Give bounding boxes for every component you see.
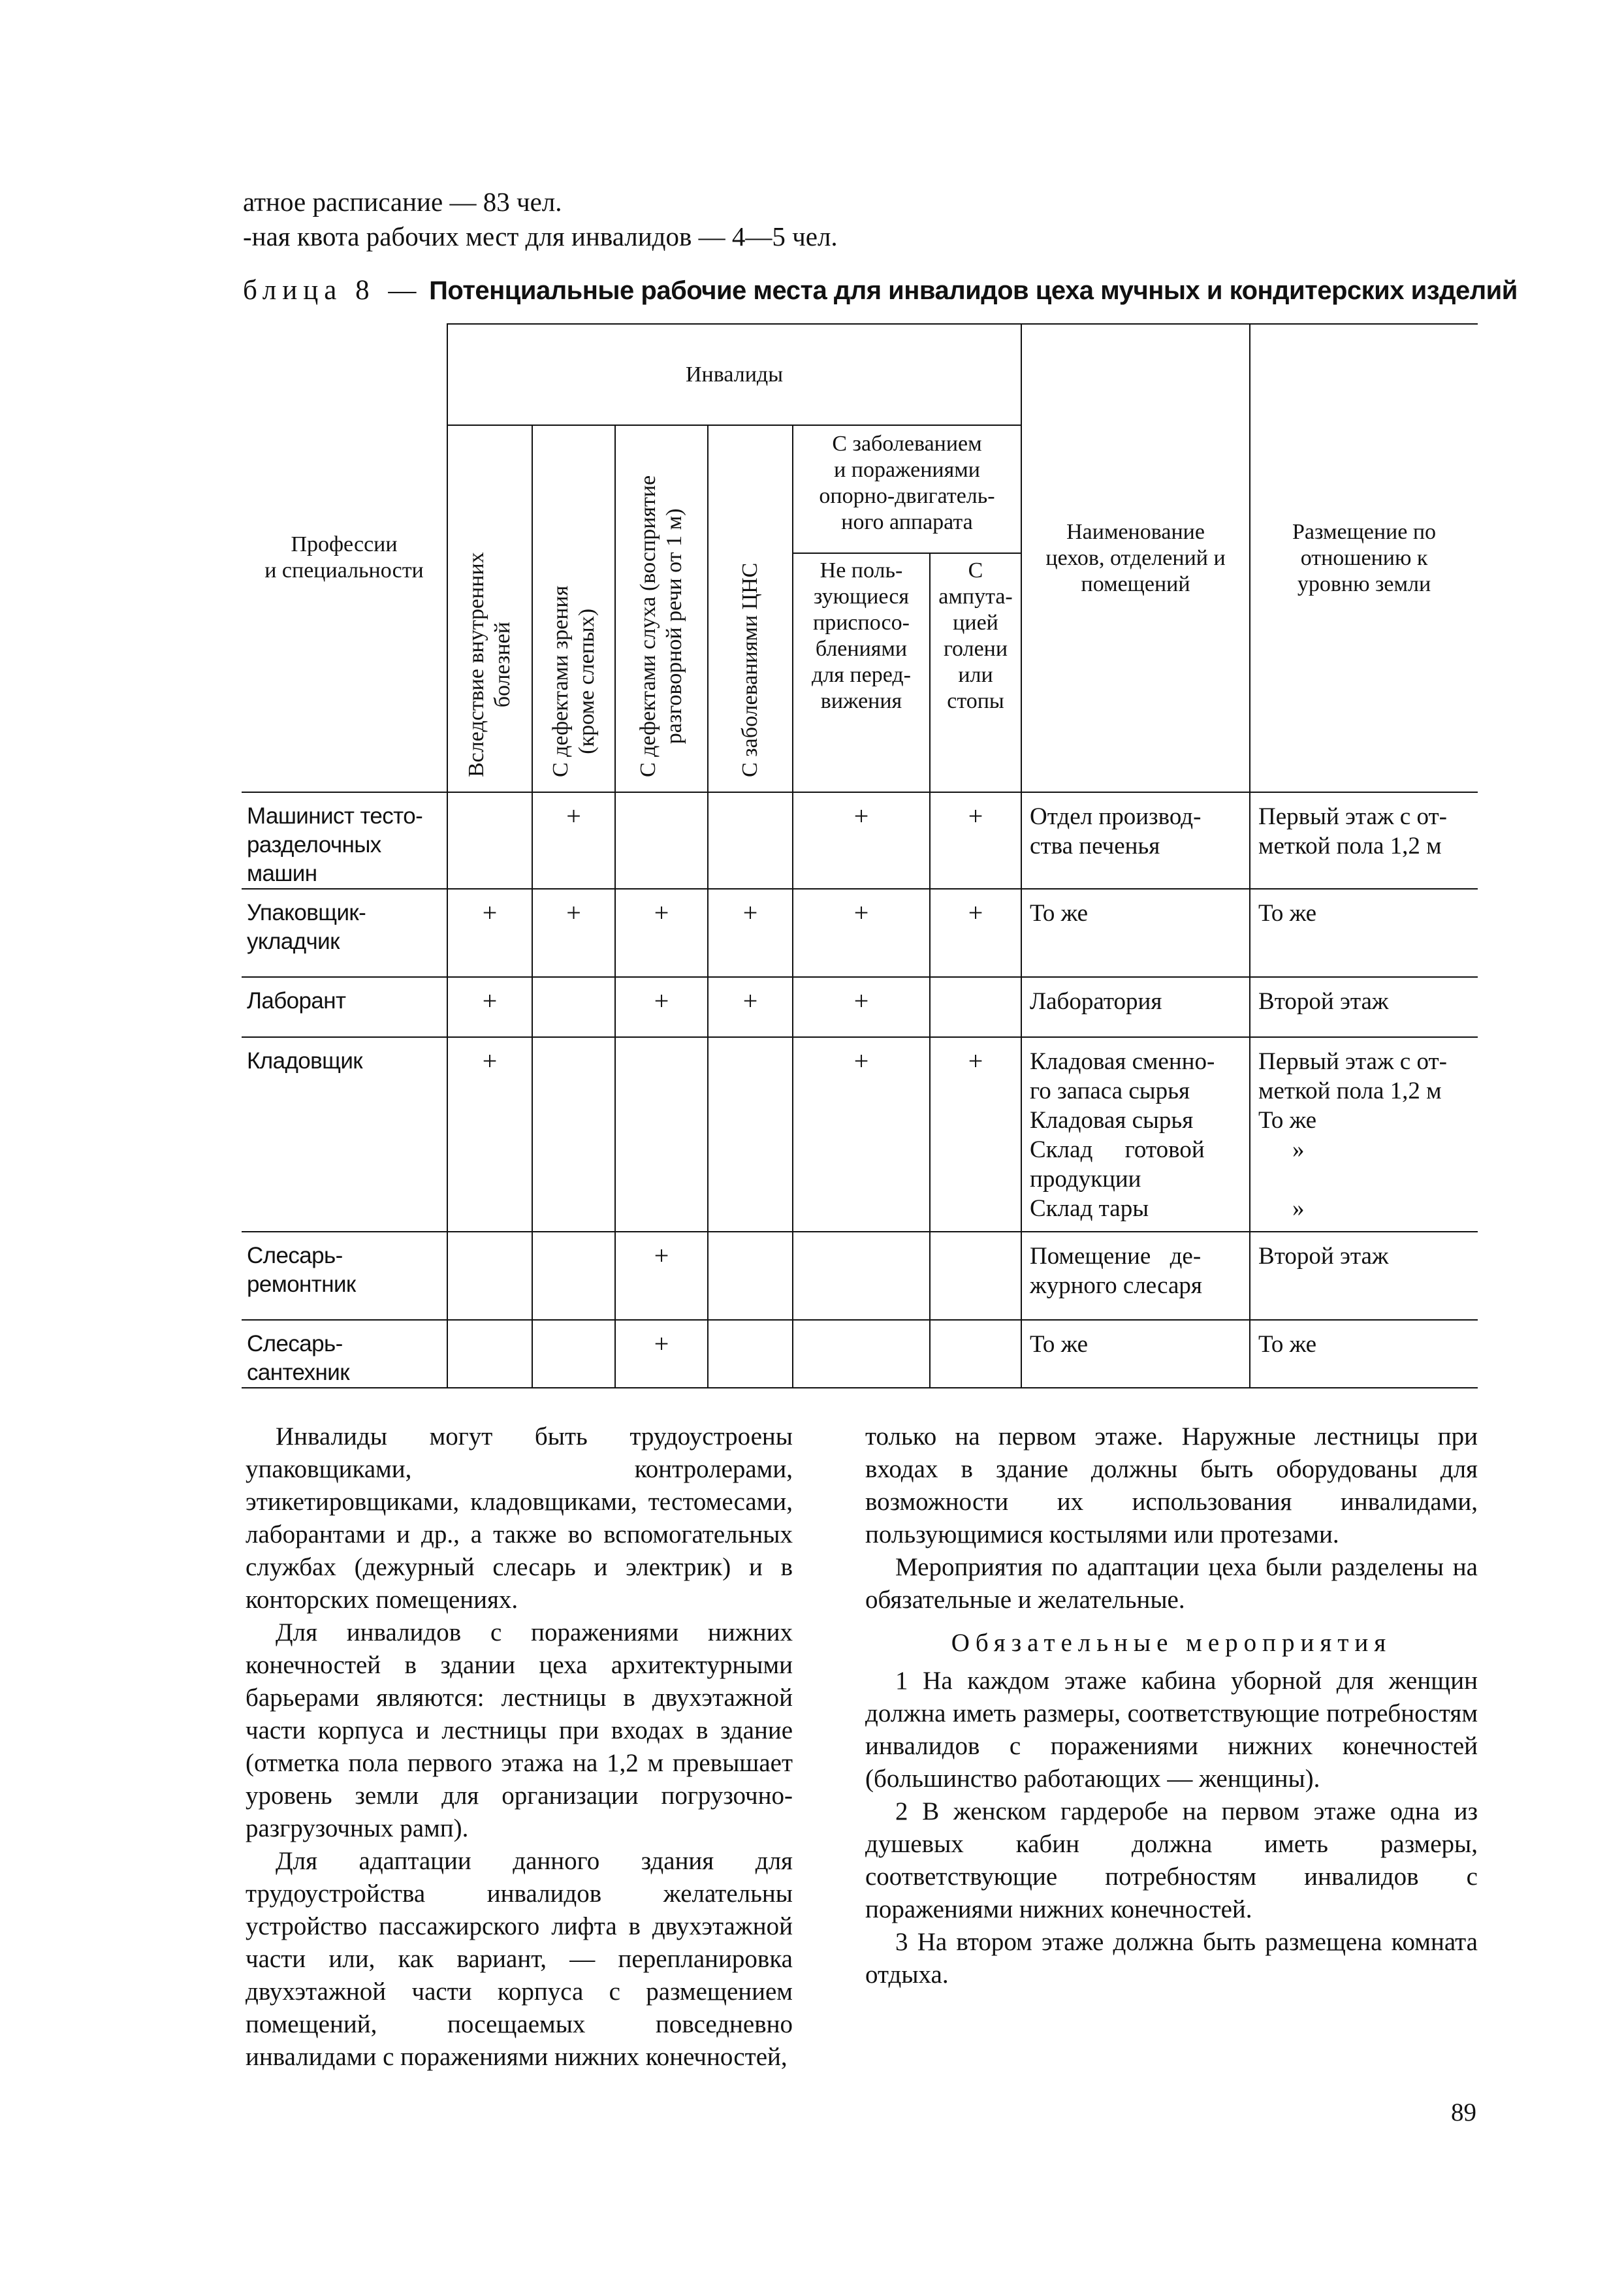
header-location-line-3: уровню земли <box>1297 571 1431 596</box>
location-cell <box>1250 1037 1478 1232</box>
table-caption <box>243 274 1518 306</box>
shop-cell <box>1021 1320 1250 1388</box>
profession-cell <box>242 792 447 889</box>
header-vision <box>532 425 615 792</box>
mark-cell <box>532 977 615 1037</box>
header-professions-line-2: и специальности <box>264 558 424 583</box>
mark-cell <box>793 1320 930 1388</box>
location-line: » <box>1292 1136 1305 1163</box>
location-cell <box>1250 889 1478 977</box>
profession-line: укладчик <box>247 929 340 954</box>
mark-cell <box>930 1232 1021 1320</box>
shop-cell <box>1021 1037 1250 1232</box>
mark-cell: + <box>615 1232 708 1320</box>
jobs-table <box>242 323 1478 1388</box>
list-item: 1 На каждом этаже кабина уборной для женщин должна иметь размеры, соответствующие потребностям инвалидов с поражениями нижних конечностей (большинство работающих — женщины). <box>865 1667 1478 1793</box>
header-amputation-line-1: С <box>968 558 983 583</box>
shop-line: го запаса сырья <box>1030 1078 1190 1104</box>
header-internal-line-2: болезней <box>490 622 515 708</box>
profession-cell <box>242 1320 447 1388</box>
mark-cell: + <box>447 889 532 977</box>
shop-line: Кладовая сырья <box>1030 1107 1194 1134</box>
header-internal-line-1: Вследствие внутренних <box>464 552 488 777</box>
location-line: Второй этаж <box>1258 988 1389 1015</box>
mark-cell: + <box>930 889 1021 977</box>
right-column <box>865 1420 1478 1991</box>
mark-cell: + <box>793 1037 930 1232</box>
profession-cell <box>242 1037 447 1232</box>
mark-cell <box>708 1232 793 1320</box>
header-shops-line-3: помещений <box>1081 571 1190 596</box>
table-caption-number: блица 8 — <box>243 275 422 306</box>
location-cell <box>1250 977 1478 1037</box>
location-line: меткой пола 1,2 м <box>1258 1078 1442 1104</box>
header-musculo-line-2: и поражениями <box>834 458 980 482</box>
mark-cell <box>615 792 708 889</box>
header-no-device-line-5: для перед- <box>812 662 911 687</box>
header-location-line-1: Размещение по <box>1292 519 1437 544</box>
location-cell <box>1250 1232 1478 1320</box>
header-professions <box>242 324 447 792</box>
shop-line: То же <box>1030 900 1089 927</box>
header-no-device-line-2: зующиеся <box>813 584 910 609</box>
table-row <box>242 1037 1478 1232</box>
intro-line-1: атное расписание — 83 чел. <box>243 187 562 217</box>
mark-cell <box>447 792 532 889</box>
header-musculo-line-1: С заболеванием <box>832 432 982 456</box>
header-no-device-line-3: приспосо- <box>813 610 910 635</box>
profession-cell <box>242 889 447 977</box>
mark-cell: + <box>447 1037 532 1232</box>
header-no-device <box>793 553 930 792</box>
mark-cell: + <box>930 792 1021 889</box>
mark-cell <box>708 1320 793 1388</box>
mark-cell: + <box>793 889 930 977</box>
mark-cell <box>793 1232 930 1320</box>
header-shops-line-2: цехов, отделений и <box>1045 545 1226 570</box>
shop-cell <box>1021 1232 1250 1320</box>
profession-line: Кладовщик <box>247 1048 363 1074</box>
mark-cell: + <box>447 977 532 1037</box>
location-line <box>1258 1164 1471 1194</box>
mark-cell: + <box>708 889 793 977</box>
paragraph: Инвалиды могут быть трудоустроены упаковщиками, контролерами, этикетировщиками, кладовщиками, тестомесами, лаборантами и др., а также во вспомогательных службах (дежурный слесарь и электрик) и в конторских помещениях. <box>246 1422 793 1614</box>
mark-cell <box>447 1232 532 1320</box>
mark-cell: + <box>930 1037 1021 1232</box>
list-item: 2 В женском гардеробе на первом этаже одна из душевых кабин должна иметь размеры, соответствующие потребностям инвалидов с поражениями нижних конечностей. <box>865 1797 1478 1923</box>
left-column <box>246 1420 793 2074</box>
paragraph: Для инвалидов с поражениями нижних конечностей в здании цеха архитектурными барьерами являются: лестницы в двухэтажной части корпуса и лестницы при входах в здание (отметка пола первого этажа на 1,2 м превышает уровень земли для организации погрузочно-разгрузочных рамп). <box>246 1618 793 1842</box>
location-cell <box>1250 1320 1478 1388</box>
header-professions-line-1: Профессии <box>291 532 398 556</box>
mark-cell <box>532 1232 615 1320</box>
mark-cell <box>532 1037 615 1232</box>
profession-line: Машинист тесто- <box>247 803 423 829</box>
shop-cell <box>1021 977 1250 1037</box>
shop-line: То же <box>1030 1331 1089 1358</box>
location-line: » <box>1292 1195 1305 1222</box>
shop-line: Помещение де- <box>1030 1243 1202 1270</box>
header-musculo-line-3: опорно-двигатель- <box>819 484 995 508</box>
profession-line: Лаборант <box>247 988 346 1014</box>
shop-line: Лаборатория <box>1030 988 1162 1015</box>
header-shops-line-1: Наименование <box>1066 519 1205 544</box>
header-vision-line-1: С дефектами зрения <box>548 585 573 777</box>
header-amputation <box>930 553 1021 792</box>
shop-cell <box>1021 792 1250 889</box>
header-amputation-line-5: или <box>958 662 993 687</box>
table-row <box>242 977 1478 1037</box>
shop-line: журного слесаря <box>1030 1272 1202 1299</box>
profession-cell <box>242 977 447 1037</box>
mark-cell <box>708 1037 793 1232</box>
header-location-line-2: отношению к <box>1300 545 1428 570</box>
profession-cell <box>242 1232 447 1320</box>
header-hearing-line-1: С дефектами слуха (восприятие <box>636 475 660 777</box>
shop-line: Склад готовой <box>1030 1136 1205 1163</box>
mark-cell: + <box>615 889 708 977</box>
header-musculo-line-4: ного аппарата <box>841 510 973 534</box>
mark-cell <box>930 1320 1021 1388</box>
table-row <box>242 1232 1478 1320</box>
header-amputation-line-2: ампута- <box>938 584 1013 609</box>
profession-line: Слесарь-сантехник <box>247 1331 349 1385</box>
location-line: То же <box>1258 1331 1317 1358</box>
profession-line: Упаковщик- <box>247 900 366 925</box>
location-line: меткой пола 1,2 м <box>1258 833 1442 859</box>
header-no-device-line-1: Не поль- <box>820 558 903 583</box>
profession-line: разделочных машин <box>247 832 381 886</box>
mark-cell: + <box>532 792 615 889</box>
header-amputation-line-4: голени <box>943 636 1008 661</box>
location-line: Первый этаж с от- <box>1258 1048 1447 1075</box>
paragraph: Для адаптации данного здания для трудоустройства инвалидов желательны устройство пассажирского лифта в двухэтажной части или, как вариант, — перепланировка двухэтажной части корпуса с размещением помещений, посещаемых повседневно инвалидами с поражениями нижних конечностей, <box>246 1847 793 2071</box>
header-internal <box>447 425 532 792</box>
header-cns <box>708 425 793 792</box>
mark-cell <box>447 1320 532 1388</box>
mark-cell: + <box>615 977 708 1037</box>
location-line: То же <box>1258 900 1317 927</box>
location-line: То же <box>1258 1107 1317 1134</box>
shop-line: продукции <box>1030 1166 1141 1193</box>
mark-cell <box>708 792 793 889</box>
mark-cell <box>930 977 1021 1037</box>
page-number: 89 <box>1451 2098 1476 2126</box>
table-row <box>242 792 1478 889</box>
header-vision-line-2: (кроме слепых) <box>574 608 599 754</box>
shop-line: Склад тары <box>1030 1195 1149 1222</box>
shop-cell <box>1021 889 1250 977</box>
shop-line: ства печенья <box>1030 833 1160 859</box>
header-amputation-line-6: стопы <box>947 688 1004 713</box>
profession-line: Слесарь-ремонтник <box>247 1243 356 1297</box>
mark-cell <box>615 1037 708 1232</box>
location-cell <box>1250 792 1478 889</box>
paragraph: только на первом этаже. Наружные лестницы при входах в здание должны быть оборудованы для возможности их использования инвалидами, пользующимися костылями или протезами. <box>865 1422 1478 1548</box>
mark-cell: + <box>708 977 793 1037</box>
shop-line: Отдел производ- <box>1030 803 1202 830</box>
header-no-device-line-4: блениями <box>815 636 908 661</box>
table-row <box>242 889 1478 977</box>
header-hearing-line-2: разговорной речи от 1 м) <box>662 508 686 745</box>
header-hearing <box>615 425 708 792</box>
mark-cell: + <box>532 889 615 977</box>
location-line: Второй этаж <box>1258 1243 1389 1270</box>
mark-cell <box>532 1320 615 1388</box>
location-line: Первый этаж с от- <box>1258 803 1447 830</box>
header-location <box>1250 324 1478 792</box>
subheading: Обязательные мероприятия <box>951 1629 1392 1657</box>
mark-cell: + <box>615 1320 708 1388</box>
mark-cell: + <box>793 792 930 889</box>
table-row <box>242 1320 1478 1388</box>
table-caption-title: Потенциальные рабочие места для инвалидов цеха мучных и кондитерских изделий <box>429 276 1518 305</box>
list-item: 3 На втором этаже должна быть размещена комната отдыха. <box>865 1928 1478 1989</box>
paragraph: Мероприятия по адаптации цеха были разделены на обязательные и желательные. <box>865 1553 1478 1614</box>
header-amputation-line-3: цией <box>953 610 998 635</box>
header-cns-line-1: С заболеваниями ЦНС <box>738 562 762 777</box>
shop-line: Кладовая сменно- <box>1030 1048 1215 1075</box>
header-invalids: Инвалиды <box>447 324 1021 425</box>
header-no-device-line-6: вижения <box>820 688 902 713</box>
intro-line-2: -ная квота рабочих мест для инвалидов — 4—5 чел. <box>243 221 838 251</box>
header-musculo <box>793 425 1021 553</box>
mark-cell: + <box>793 977 930 1037</box>
header-shops <box>1021 324 1250 792</box>
